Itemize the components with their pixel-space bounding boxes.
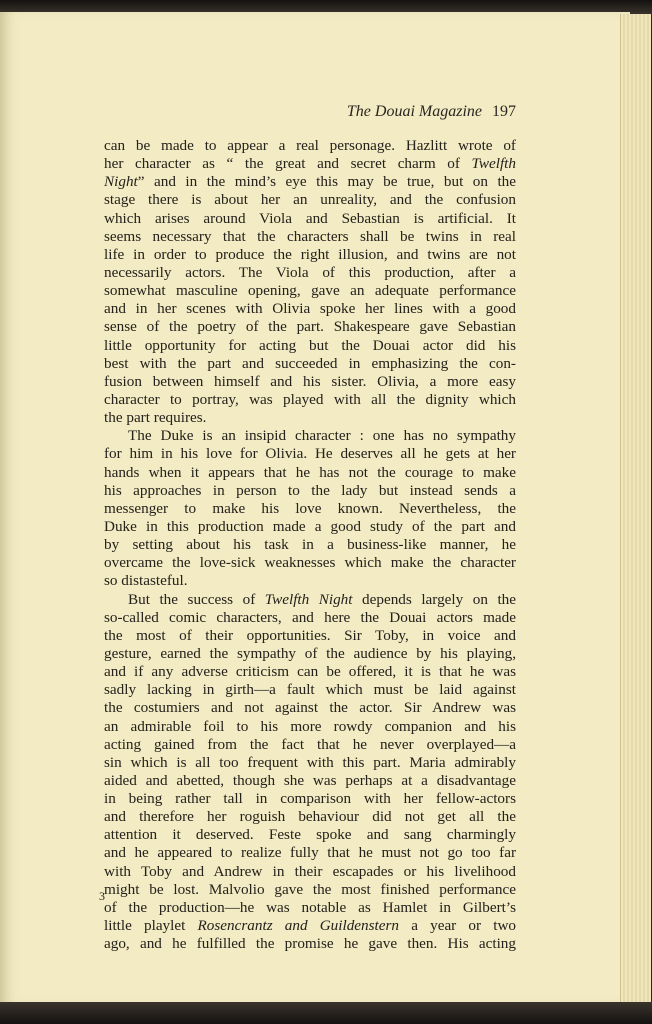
text-line: with Toby and Andrew in their escapades or his livelihood bbox=[104, 862, 516, 880]
text-line: Duke in this production made a good study of the part and bbox=[104, 517, 516, 535]
scan-bottom-edge bbox=[0, 1002, 652, 1024]
text-line: in being rather tall in comparison with her fellow-actors bbox=[104, 790, 516, 808]
text-line: fusion between himself and his sister. Olivia, a more easy bbox=[104, 372, 516, 390]
text-line: little playlet Rosencrantz and Guildenstern a year or two bbox=[104, 917, 517, 935]
text-line: and if any adverse criticism can be offered, it is that he was bbox=[104, 663, 516, 681]
text-line: her character as “ the great and secret charm of Twelfth bbox=[104, 155, 516, 173]
text-line: gesture, earned the sympathy of the audience by his playing, bbox=[104, 644, 516, 662]
text-line: character to portray, was played with all the dignity which bbox=[104, 390, 516, 408]
text-line: his approaches in person to the lady but instead sends a bbox=[104, 481, 516, 499]
text-line: somewhat masculine opening, gave an adequate performance bbox=[104, 282, 516, 300]
text-line: overcame the love-sick weaknesses which make the character bbox=[104, 554, 516, 572]
text-line: sadly lacking in girth—a fault which must be laid against bbox=[104, 681, 516, 699]
text-line: the most of their opportunities. Sir Toby, in voice and bbox=[104, 626, 516, 644]
text-line: by setting about his task in a business-like manner, he bbox=[104, 536, 516, 554]
text-line: life in order to produce the right illusion, and twins are not bbox=[104, 245, 516, 263]
text-line: might be lost. Malvolio gave the most finished performance bbox=[104, 880, 516, 898]
text-line: best with the part and succeeded in emphasizing the con- bbox=[104, 354, 516, 372]
text-line: hands when it appears that he has not the courage to make bbox=[104, 463, 516, 481]
text-line: sin which is all too frequent with this part. Maria admirably bbox=[104, 753, 516, 771]
text-line: so-called comic characters, and here the Douai actors made bbox=[104, 608, 516, 626]
text-line: an admirable foil to his more rowdy companion and his bbox=[104, 717, 516, 735]
text-line: the costumiers and not against the actor. Sir Andrew was bbox=[104, 699, 516, 717]
text-line: little opportunity for acting but the Douai actor did his bbox=[104, 336, 516, 354]
running-head bbox=[300, 103, 516, 121]
text-line: of the production—he was notable as Hamlet in Gilbert’s bbox=[104, 898, 516, 916]
page-number: 197 bbox=[492, 103, 516, 120]
text-line: the part requires. bbox=[104, 409, 207, 427]
page-edges bbox=[620, 14, 651, 1002]
body-text bbox=[104, 137, 516, 953]
text-line: attention it deserved. Feste spoke and sang charmingly bbox=[104, 826, 516, 844]
text-line: and he appeared to realize fully that he must not go too far bbox=[104, 844, 516, 862]
text-line: sense of the poetry of the part. Shakespeare gave Sebastian bbox=[104, 318, 516, 336]
running-title: The Douai Magazine bbox=[346, 103, 482, 120]
text-line: and therefore her roguish behaviour did not get all the bbox=[104, 808, 516, 826]
text-line: for him in his love for Olivia. He deserves all he gets at her bbox=[104, 445, 516, 463]
text-line: The Duke is an insipid character : one has no sympathy bbox=[128, 427, 516, 445]
text-line: can be made to appear a real personage. Hazlitt wrote of bbox=[104, 137, 516, 154]
text-line: messenger to make his love known. Nevertheless, the bbox=[104, 499, 516, 517]
text-line: acting gained from the fact that he never overplayed—a bbox=[104, 735, 516, 753]
text-line: necessarily actors. The Viola of this production, after a bbox=[104, 263, 516, 281]
text-line: so distasteful. bbox=[104, 572, 188, 590]
text-line: ago, and he fulfilled the promise he gave then. His acting bbox=[104, 935, 516, 953]
text-line: Night” and in the mind’s eye this may be true, but on the bbox=[104, 173, 516, 191]
text-line: aided and abetted, though she was perhaps at a disadvantage bbox=[104, 771, 516, 789]
text-line: seems necessary that the characters shall be twins in real bbox=[104, 227, 516, 245]
text-line: stage there is about her an unreality, and the confusion bbox=[104, 191, 516, 209]
text-line: and in her scenes with Olivia spoke her lines with a good bbox=[104, 300, 516, 318]
signature-mark: 3 bbox=[99, 889, 105, 903]
text-line: which arises around Viola and Sebastian is artificial. It bbox=[104, 209, 516, 227]
text-line: But the success of Twelfth Night depends largely on the bbox=[128, 590, 516, 608]
